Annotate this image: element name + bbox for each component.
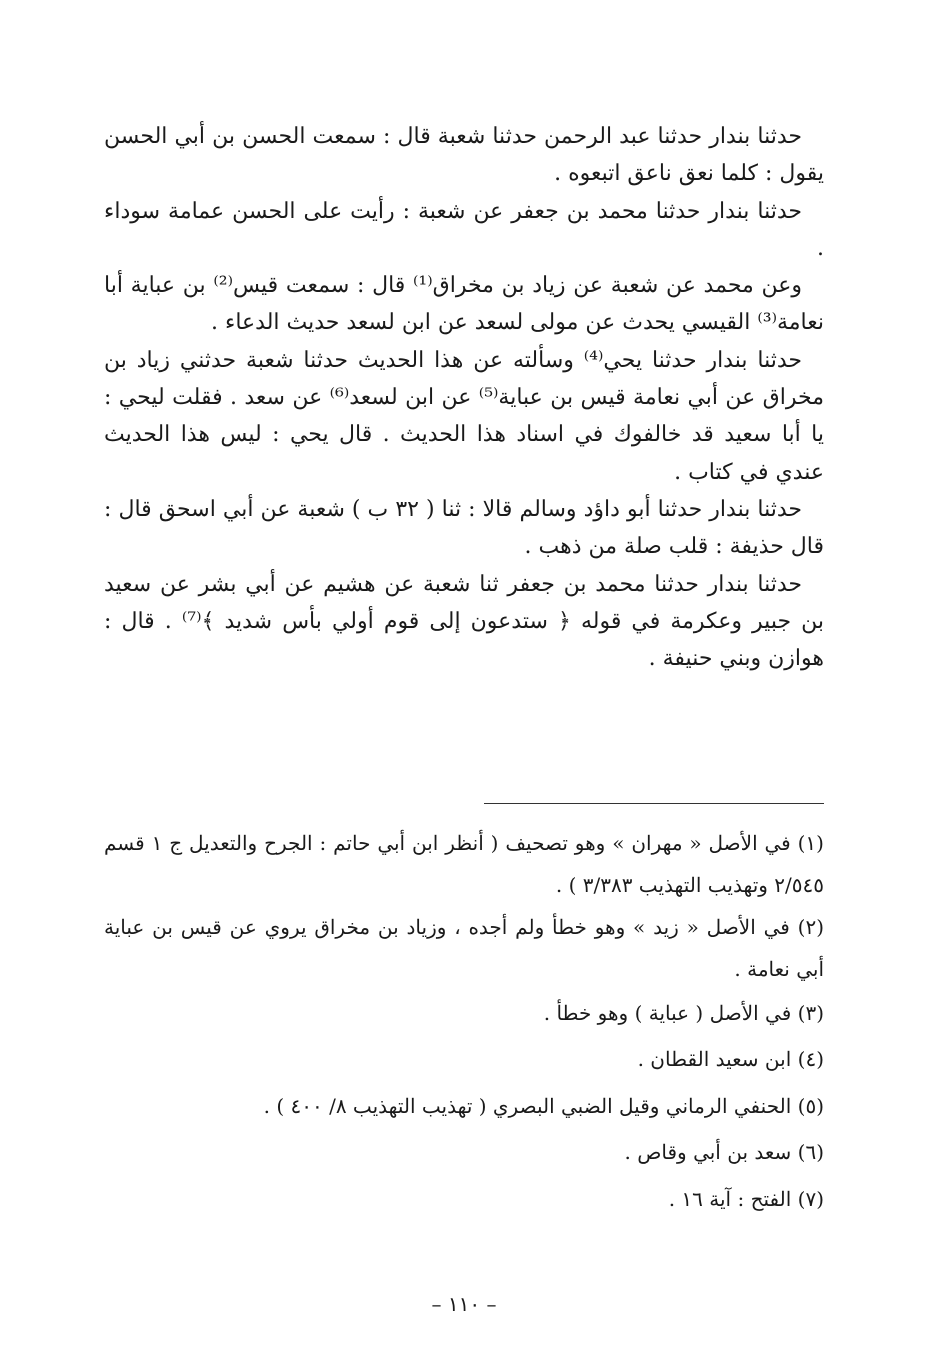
paragraph-6: حدثنا بندار حدثنا محمد بن جعفر ثنا شعبة عن هشيم عن أبي بشر عن سعيد بن جبير وعكرمة في قوله ﴿ ستدعون إلى قوم أولي بأس شديد ﴾⁽⁷⁾ . قال : هوازن وبني حنيفة . — [104, 571, 825, 672]
paragraph-2: حدثنا بندار حدثنا محمد بن جعفر عن شعبة : رأيت على الحسن عمامة سوداء . — [104, 198, 824, 261]
main-text — [104, 118, 824, 677]
footnote-4: (٤) ابن سعيد القطان . — [637, 1047, 824, 1072]
footnote-2: (٢) في الأصل « زيد » وهو خطأ ولم أجده ، وزياد بن مخراق يروي عن قيس بن عباية أبي نعامة . — [104, 915, 824, 981]
footnote-1: (١) في الأصل « مهران » وهو تصحيف ( أنظر ابن أبي حاتم : الجرح والتعديل ج ١ قسم ٢/٥٤٥ وتهذيب التهذيب ٣/٣٨٣ ) . — [104, 831, 824, 897]
paragraph-1: حدثنا بندار حدثنا عبد الرحمن حدثنا شعبة قال : سمعت الحسن بن أبي الحسن يقول : كلما نعق ناعق اتبعوه . — [104, 124, 824, 187]
footnote-separator — [484, 803, 824, 804]
footnote-6: (٦) سعد بن أبي وقاص . — [624, 1140, 824, 1165]
footnote-5: (٥) الحنفي الرماني وقيل الضبي البصري ( تهذيب التهذيب ٨/ ٤٠٠ ) . — [263, 1093, 824, 1118]
page-number: – ١١٠ – — [431, 1292, 497, 1316]
footnotes — [104, 822, 824, 1222]
footnote-3: (٣) في الأصل ( عباية ) وهو خطأ . — [543, 1001, 824, 1025]
footnote-7: (٧) الفتح : آية ١٦ . — [668, 1186, 824, 1211]
paragraph-4: حدثنا بندار حدثنا يحي⁽⁴⁾ وسألته عن هذا الحديث حدثنا شعبة حدثني زياد بن مخراق عن أبي نعامة قيس بن عباية⁽⁵⁾ عن ابن لسعد⁽⁶⁾ عن سعد . فقلت ليحي : يا أبا سعيد قد خالفوك في اسناد هذا الحديث . قال يحي : ليس هذا الحديث عندي في كتاب . — [104, 347, 824, 485]
paragraph-5: حدثنا بندار حدثنا أبو داؤد وسالم قالا : ثنا ( ٣٢ ب ) شعبة عن أبي اسحق قال : قال حذيفة : قلب صلة من ذهب . — [104, 496, 824, 560]
paragraph-3: وعن محمد عن شعبة عن زياد بن مخراق⁽¹⁾ قال : سمعت قيس⁽²⁾ بن عباية أبا نعامة⁽³⁾ القيسي يحدث عن مولى لسعد عن ابن لسعد حديث الدعاء . — [104, 273, 824, 336]
